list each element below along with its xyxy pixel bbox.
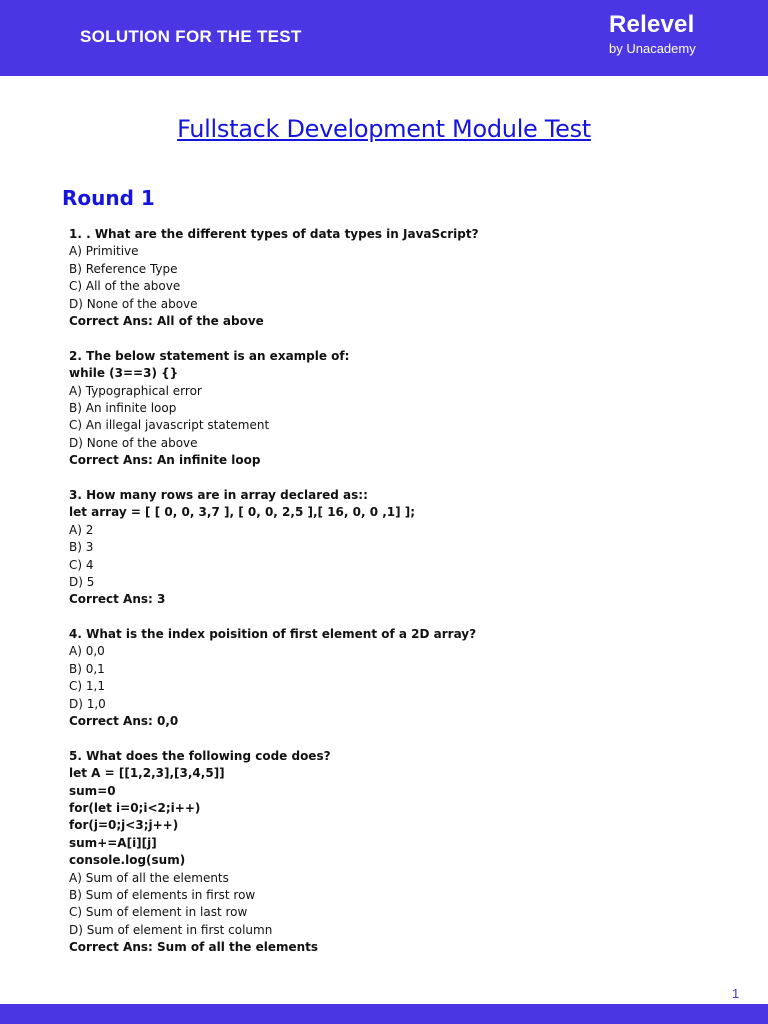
question-block	[69, 226, 479, 330]
header-title: SOLUTION FOR THE TEST	[80, 27, 302, 46]
question-prompt-line: 2. The below statement is an example of:	[69, 348, 350, 363]
question-prompt-line: let A = [[1,2,3],[3,4,5]]	[69, 766, 225, 781]
header-bar	[0, 0, 768, 76]
correct-answer: Correct Ans: Sum of all the elements	[69, 940, 319, 955]
brand-logo	[609, 12, 696, 57]
question-prompt-line: let array = [ [ 0, 0, 3,7 ], [ 0, 0, 2,5 ],[ 16, 0, 0 ,1] ];	[69, 505, 416, 520]
round-heading: Round 1	[62, 186, 155, 210]
question-prompt-line: 1. . What are the different types of data types in JavaScript?	[69, 227, 479, 241]
question-prompt-line: 3. How many rows are in array declared as::	[69, 487, 368, 502]
footer-bar	[0, 1004, 768, 1024]
correct-answer: Correct Ans: All of the above	[69, 314, 264, 329]
question-prompt-line: sum+=A[i][j]	[69, 835, 157, 850]
answer-option: A) 0,0	[69, 644, 105, 659]
answer-option: B) 0,1	[69, 661, 105, 676]
question-prompt-line: 4. What is the index poisition of first element of a 2D array?	[69, 627, 477, 642]
question-block	[69, 626, 479, 730]
correct-answer: Correct Ans: An infinite loop	[69, 453, 261, 468]
question-prompt-line: for(let i=0;i<2;i++)	[69, 800, 201, 815]
answer-option: D) Sum of element in first column	[69, 922, 273, 937]
answer-option: D) None of the above	[69, 435, 198, 450]
answer-option: B) Reference Type	[69, 261, 178, 276]
answer-option: C) Sum of element in last row	[69, 905, 248, 920]
answer-option: B) An infinite loop	[69, 400, 177, 415]
question-prompt-line: 5. What does the following code does?	[69, 748, 331, 763]
question-block	[69, 487, 479, 609]
question-prompt-line: sum=0	[69, 783, 116, 798]
answer-option: B) Sum of elements in first row	[69, 888, 256, 902]
answer-option: A) Sum of all the elements	[69, 870, 229, 885]
question-prompt-line: while (3==3) {}	[69, 366, 179, 381]
answer-option: B) 3	[69, 540, 94, 555]
document-title: Fullstack Development Module Test	[177, 115, 591, 143]
brand-subtitle: by Unacademy	[609, 41, 696, 56]
answer-option: C) 1,1	[69, 679, 105, 694]
answer-option: C) All of the above	[69, 279, 181, 294]
correct-answer: Correct Ans: 3	[69, 592, 166, 607]
answer-option: A) Typographical error	[69, 383, 202, 398]
answer-option: C) 4	[69, 557, 94, 572]
question-prompt-line: console.log(sum)	[69, 853, 186, 868]
question-list	[69, 226, 479, 974]
correct-answer: Correct Ans: 0,0	[69, 714, 179, 729]
question-block	[69, 748, 479, 957]
brand-name: Relevel	[609, 11, 695, 38]
answer-option: D) 5	[69, 574, 95, 589]
answer-option: D) 1,0	[69, 696, 106, 711]
answer-option: C) An illegal javascript statement	[69, 418, 270, 433]
question-prompt-line: for(j=0;j<3;j++)	[69, 818, 179, 833]
question-block	[69, 348, 479, 470]
answer-option: A) 2	[69, 522, 94, 537]
answer-option: A) Primitive	[69, 244, 139, 259]
answer-option: D) None of the above	[69, 296, 198, 311]
page-number: 1	[732, 986, 740, 1001]
